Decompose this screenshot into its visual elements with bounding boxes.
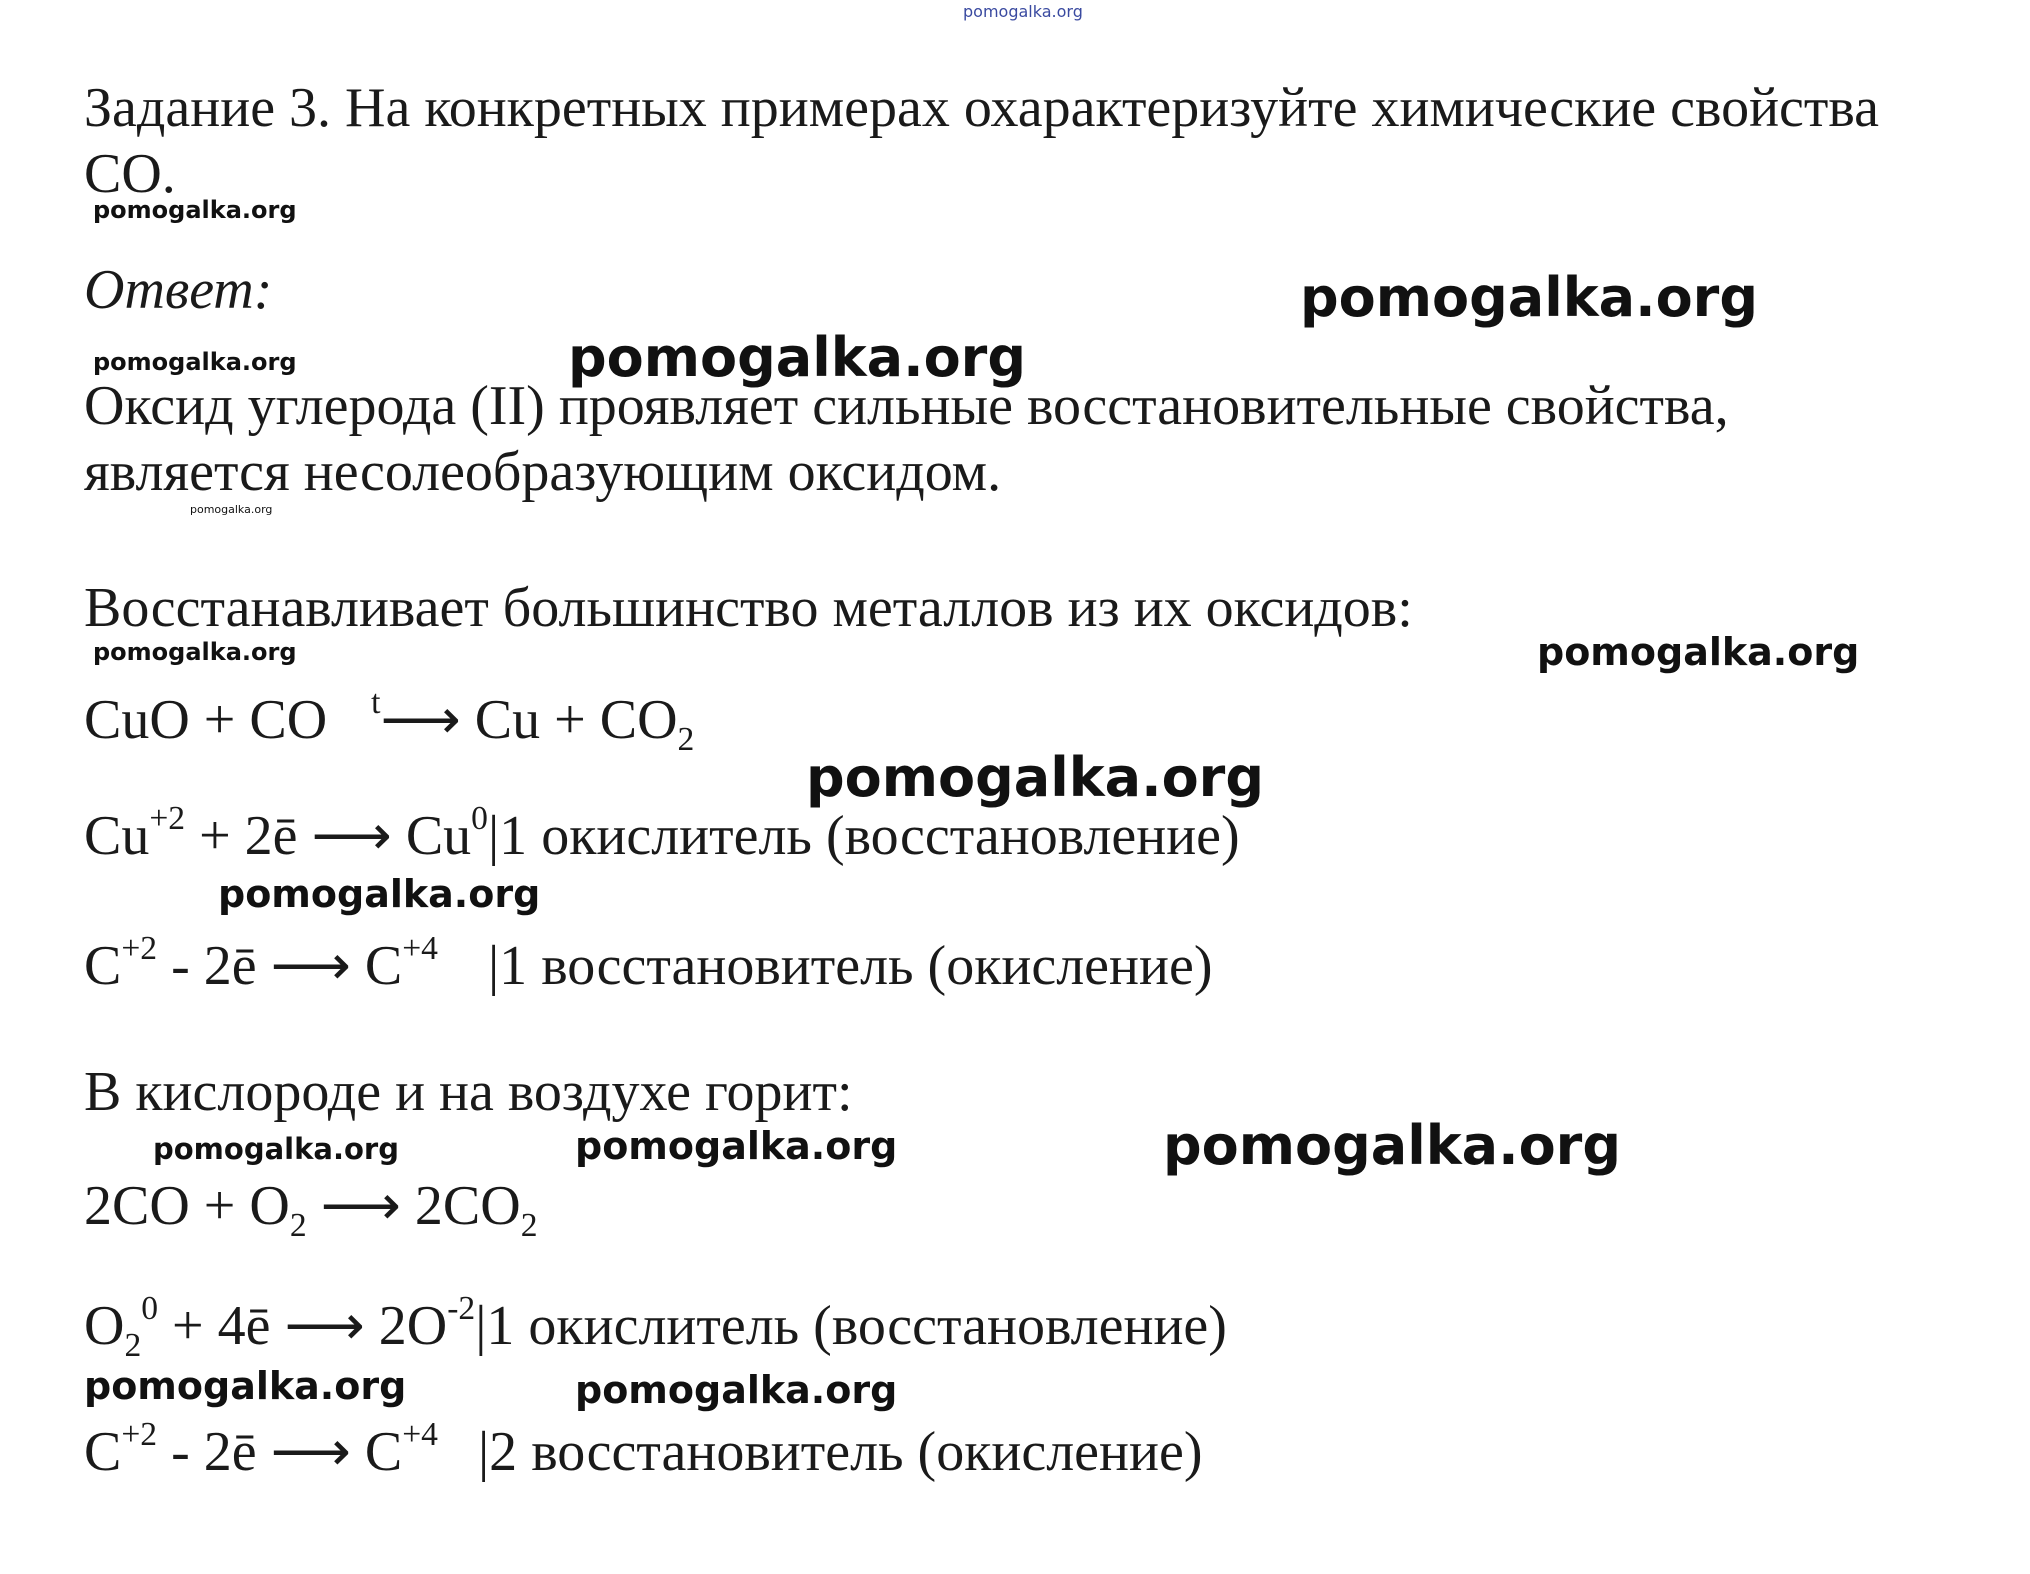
half-reaction-body: + 4ē ⟶ 2O <box>158 1295 448 1357</box>
reaction-right-subscript: 2 <box>677 720 695 758</box>
watermark: pomogalka.org <box>806 746 1264 809</box>
coefficient: |1 <box>487 805 528 867</box>
half-reaction-cu <box>84 799 1240 867</box>
section2-heading: В кислороде и на воздухе горит: <box>84 1061 853 1123</box>
element: C <box>84 935 122 997</box>
half-reaction-c-2 <box>84 1415 1203 1483</box>
watermark: pomogalka.org <box>1537 630 1860 674</box>
subscript: 2 <box>124 1326 142 1364</box>
watermark: pomogalka.org <box>93 638 297 666</box>
reaction-cuo-co <box>84 683 695 758</box>
task-title-line2: СО. <box>84 143 176 205</box>
watermark: pomogalka.org <box>218 872 541 916</box>
subscript: 2 <box>289 1206 307 1244</box>
task-title-line1: Задание 3. На конкретных примерах охарактеризуйте химические свойства <box>84 77 1879 139</box>
half-reaction-body: - 2ē ⟶ C <box>157 935 403 997</box>
half-reaction-c <box>84 929 1213 997</box>
reaction-right: Cu + CO <box>474 689 678 751</box>
reaction-left: 2CO + O <box>84 1175 290 1237</box>
oxidation-state: 0 <box>141 1289 159 1327</box>
half-reaction-body: + 2ē ⟶ Cu <box>185 805 472 867</box>
watermark-top: pomogalka.org <box>963 2 1083 21</box>
section1-heading: Восстанавливает большинство металлов из их оксидов: <box>84 577 1413 639</box>
half-reaction-o2 <box>84 1289 1227 1364</box>
oxidation-state: +2 <box>149 799 186 837</box>
intro-line1: Оксид углерода (II) проявляет сильные восстановительные свойства, <box>84 375 1729 437</box>
reaction-left: CuO + CO <box>84 689 328 751</box>
oxidation-state: +4 <box>402 929 438 967</box>
role-text: окислитель (восстановление) <box>528 1295 1227 1357</box>
oxidation-state: +4 <box>402 1415 438 1453</box>
watermark: pomogalka.org <box>84 1364 407 1408</box>
coefficient: |1 <box>475 1295 515 1357</box>
watermark: pomogalka.org <box>568 326 1026 389</box>
reaction-arrow: ⟶ <box>380 689 461 751</box>
subscript: 2 <box>520 1206 538 1244</box>
watermark: pomogalka.org <box>153 1132 399 1166</box>
role-text: восстановитель (окисление) <box>541 935 1213 997</box>
coefficient: |1 <box>487 935 528 997</box>
watermark: pomogalka.org <box>575 1368 898 1412</box>
reaction-condition: t <box>371 683 381 721</box>
element: O <box>84 1295 125 1357</box>
watermark: pomogalka.org <box>1300 266 1758 329</box>
watermark: pomogalka.org <box>575 1124 898 1168</box>
oxidation-state: 0 <box>471 799 488 837</box>
element: Cu <box>84 805 150 867</box>
role-text: окислитель (восстановление) <box>541 805 1240 867</box>
intro-line2: является несолеобразующим оксидом. <box>84 441 1002 503</box>
half-reaction-body: - 2ē ⟶ C <box>157 1421 403 1483</box>
oxidation-state: -2 <box>447 1289 476 1327</box>
reaction-right: ⟶ 2CO <box>306 1175 521 1237</box>
watermark: pomogalka.org <box>190 503 273 516</box>
watermark: pomogalka.org <box>93 196 297 224</box>
answer-label: Ответ: <box>84 259 273 321</box>
role-text: восстановитель (окисление) <box>531 1421 1203 1483</box>
oxidation-state: +2 <box>121 1415 158 1453</box>
watermark: pomogalka.org <box>1163 1114 1621 1177</box>
oxidation-state: +2 <box>121 929 158 967</box>
element: C <box>84 1421 122 1483</box>
coefficient: |2 <box>477 1421 518 1483</box>
reaction-co-o2 <box>84 1175 538 1244</box>
watermark: pomogalka.org <box>93 348 297 376</box>
